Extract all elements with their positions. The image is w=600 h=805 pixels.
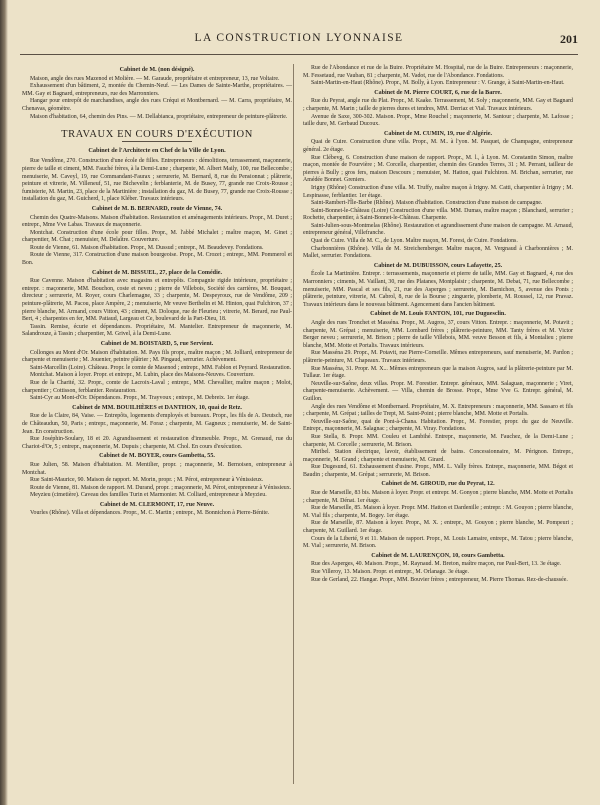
book-binding-shadow: [0, 0, 8, 805]
cabinet-heading: Cabinet de M. CUMIN, 19, rue d'Algérie.: [384, 130, 492, 137]
section-subtitle: Cabinet de l'Architecte en Chef de la Ville de Lyon.: [88, 146, 226, 154]
left-top-block: [22, 67, 292, 121]
entry-paragraph: Avenue de Saxe, 300-302. Maison. Propr., Mme Rouchel ; maçonnerie, M. Santour ; charpente, M. Lafosse ; taille dure, M. Gerbaud Ducoux.: [303, 113, 573, 128]
entry-paragraph: Montchat. Maison à loyer. Propr. et entrepr., M. Lubin, place des Maisons-Neuves. Couverture.: [30, 372, 255, 379]
running-header: [20, 32, 578, 55]
entry-paragraph: Rue de la Claire, 84, Vaise. — Entrepôts, logements d'employés et bureaux. Propr., les fils de A. Deutsch, rue de Châteaudun, 50, Paris ; entrepr., maçonnerie, M. Foraz ; charpente, M. Gagneux ; menuiserie, M. de Saint-Jean. En construction.: [22, 413, 292, 435]
entry-paragraph: Rue Julien, 58. Maison d'habitation. M. Mentilier, propr. ; maçonnerie, M. Bernoisen, entrepreneur à Montchat.: [22, 461, 292, 476]
column-divider: [293, 64, 294, 784]
section-title: TRAVAUX EN COURS D'EXÉCUTION: [61, 129, 253, 141]
cabinet-heading: Cabinet de MM. BOUILHÈRES et DANTHON, 10, quai de Retz.: [72, 404, 242, 411]
section-rule: [122, 141, 192, 142]
entry-paragraph: Montchat. Construction d'une école pour filles. Propr., M. l'abbé Michalet ; maître maçon, M. Ginet ; charpentier, M. Chat ; menuisier, M. Delaître. Couverture.: [22, 229, 292, 244]
entry-paragraph: École La Martinière. Entrepr. : terrassements, maçonnerie et pierre de taille, MM. Gay et Bagnard, 4, rue des Marronniers ; ciments, M. Vaillant, 30, rue des Platanes, Montplaisir ; charpente, M. Debat, 71, rue Bellecombe ; menuiserie, MM. Pascal et ses fils, 21, rue des Asperges ; serrurerie, M. Barnichon, 5, avenue des Ponts ; plâtrerie, peinture, vitrerie, M. Cabrol, 8, rue de la Bourse ; zinguerie, plomberie, M. Roussel, 12, rue Pravaz. Travaux intérieurs dans le nouveau bâtiment. Agencement dans l'ancien bâtiment.: [303, 271, 573, 308]
cabinet-heading: Cabinet de M. BOYER, cours Gambetta, 55.: [99, 453, 215, 460]
cabinet-heading: Cabinet de M. (non désigné).: [119, 67, 195, 73]
cabinet-heading: Cabinet de M. B. BERNARD, route de Vienne, 74.: [91, 205, 223, 212]
entry-paragraph: Rue Dugesund, 61. Exhaussement d'usine. Propr., MM. L. Vally frères. Entrepr., maçonnerie, MM. Bégot et Baudin ; charpente, M. Grépat ; serrurerie, M. Brison.: [303, 464, 573, 478]
journal-title: LA CONSTRUCTION LYONNAISE: [194, 32, 404, 44]
entry-paragraph: Route de Vienne, 81. Maison de rapport. M. Durand, propr. ; maçonnerie, M. Pérot, entrepreneur à Vénissieux.: [30, 484, 292, 491]
entry-paragraph: Rue de la Charité, 32. Propr., comte de Lacroix-Laval ; entrepr., MM. Chevallier, maître maçon ; Molot, charpentier ; Cottisson, ferblantier. Restauration.: [22, 379, 292, 394]
entry-paragraph: Maison d'habitation, 64, chemin des Pins. — M. Dellabianca, propriétaire, entrepreneur de peinture-plâtrerie.: [30, 113, 288, 120]
entry-paragraph: Rue de Gerland, 22. Hangar. Propr., MM. Bouvier frères ; entrepreneur, M. Pierre Thomas. Rez-de-chaussée.: [311, 576, 568, 583]
entry-paragraph: Saint-Julien-sous-Montmelas (Rhône). Restauration et agrandissement d'une maison de campagne. M. Arnaud, entrepreneur général, Villefranche.: [303, 222, 573, 237]
entry-paragraph: Saint-Bonnet-le-Château (Loire) Construction d'une villa. MM. Dumas, maître maçon ; Blanchard, serrurier ; Rochette, charpentier, à Saint-Bonnet-le-Château. Charpente.: [303, 207, 573, 222]
entry-paragraph: Tassin. Remise, écurie et dépendances. Propriétaire, M. Mantelier. Entrepreneur de maçonnerie, M. Salandrouze, à Tassin ; charpentier, M. Grivel, à la Demi-Lune.: [22, 323, 292, 338]
entry-paragraph: Rue des Asperges, 40. Maison. Propr., M. Raynaud. M. Breton, maître maçon, rue Paul-Bert, 13. 3e étage.: [311, 561, 562, 568]
left-main-block: [22, 158, 292, 518]
cabinet-heading: Cabinet de M. BOISTARD, 5, rue Servient.: [100, 341, 214, 347]
left-column: [22, 65, 292, 518]
entry-paragraph: Cours de la Liberté, 9 et 11. Maison de rapport. Propr., M. Louis Lamaire, entrepr., M. Tatou ; pierre blanche, M. Vial ; serrurerie, M. Brison.: [303, 535, 573, 550]
entry-paragraph: Exhaussement d'un bâtiment, 2, montée du Chemin-Neuf. — Les Dames de Sainte-Marthe, propriétaires. — MM. Gay et Bagnard, entrepreneurs, rue des Marronniers.: [22, 83, 292, 97]
entry-paragraph: Hangar pour entrepôt de marchandises, angle des rues Créqui et Montbernard. — M. Carra, propriétaire, M. Chenavas, géomètre.: [22, 98, 292, 112]
entry-paragraph: Quai de Cuire. Villa de M. C., de Lyon. Maître maçon, M. Forest, de Cuire. Fondations.: [311, 238, 518, 245]
entry-paragraph: Rue Masséna 29. Propr., M. Potavit, rue Pierre-Corneille. Mêmes entrepreneurs, sauf menuiserie, M. Pardon ; plâtrerie-peinture, M. Chapeaux. Travaux intérieurs.: [303, 350, 573, 364]
cabinet-heading: Cabinet de M. DUBUISSON, cours Lafayette, 25.: [373, 262, 503, 269]
right-main-block: [303, 65, 573, 584]
entry-paragraph: Collonges au Mont d'Or. Maison d'habitation. M. Pays fils propr., maître maçon ; M. Jolliard, entrepreneur de charpente et menuiserie ; M. Jouenier, peintre plâtrier ; M. Pingaud, serrurier. Achèvement.: [22, 349, 292, 364]
entry-paragraph: Rue Masséna, 31. Propr. M. X... Mêmes entrepreneurs que la maison Augros, sauf la plâtrerie-peinture par M. Tullaur. 1er étage.: [303, 365, 573, 380]
entry-paragraph: Charbonnières (Rhône). Villa de M. Streichemberger. Maître maçon, M. Vergnaud à Charbonnières ; M. Mallet, serrurier. Fondations.: [303, 245, 573, 260]
entry-paragraph: Rue Vendôme, 270. Construction d'une école de filles. Entrepreneurs : démolitions, terrassement, maçonnerie, pierre de taille et ciment, MM. Fauché frères, à la Demi-Lune ; charpente, M. Albert Maily, 100, rue Bellecombe ; menuiserie, M. Caveyl, 19, rue Commandant-Faurax ; serrurerie, M. Bernard, 8, rue du Pensionnat ; plâtrerie, peinture et vitrerie, M. Villeneuf, 51, rue Bichevelin ; ferblanterie, M. de Busey, 77, grande rue Croix-Rousse ; fumisterie, M. Martin, 23, place de la Martinière ; installation du gaz, M. de Busey, 77, grande rue Croix-Rousse ; installation du gaz, M. Guicherd, 1, place Kléber. Travaux intérieurs.: [22, 158, 292, 203]
entry-paragraph: Rue Villeroy, 13. Maison. Propr. et entrepr., M. Orlanage. 3e étage.: [311, 569, 469, 575]
cabinet-heading: Cabinet de M. Pierre COURT, 6, rue de la Barre.: [374, 89, 502, 96]
cabinet-heading: Cabinet de M. GIROUD, rue du Peyrat, 12.: [381, 481, 495, 488]
entry-paragraph: Rue Stella, 8. Propr. MM. Couleu et Lambihé. Entrepr., maçonnerie, M. Fauchez, de la Demi-Lune ; charpente, M. Corcelle ; serrurerie, M. Brison.: [303, 433, 573, 448]
cabinet-heading: Cabinet de M. LAURENÇON, 10, cours Gambetta.: [371, 552, 505, 559]
entry-paragraph: Rue de l'Abondance et rue de la Buire. Propriétaire M. Hospital, rue de la Buire. Entrepreneurs : maçonnerie, M. Fessetaud, rue Vauban, 81 ; charpente, M. Vadot, rue de l'Abondance. Fondations.: [303, 65, 573, 79]
page-number: 201: [560, 32, 578, 46]
entry-paragraph: Angle des rues Vendôme et Montbernard. Propriétaire, M. X. Entrepreneurs : maçonnerie, MM. Sassaro et fils ; charpente, M. Grépat ; tailles de Trept, M. Saint-Point ; pierre blanche, MM. Motte et Portalis.: [303, 403, 573, 418]
entry-paragraph: Maison, angle des rues Mazenod et Molière. — M. Garaude, propriétaire et entrepreneur, 13, rue Voltaire.: [30, 75, 280, 82]
right-column: [303, 65, 573, 584]
entry-paragraph: Neuville-sur-Saône, quai de Pont-à-Chana. Habitation. Propr., M. Forestier, propr. du gaz de Neuville. Entrepr., maçonnerie, M. Salagnac ; charpente, M. Viray. Fondations.: [303, 418, 573, 433]
entry-paragraph: Saint-Martin-en-Haut (Rhône). Propr., M. Bolly, à Lyon. Entrepreneur : V. Grange, à Saint-Martin-en-Haut.: [311, 80, 565, 87]
entry-paragraph: Rue du Peyrat, angle rue du Plat. Propr., M. Kaake. Terrassement, M. Soly ; maçonnerie, MM. Gay et Bagnard ; charpente, M. Marin ; taille de pierres dures et tendres, MM. Derriaz et Vial. Travaux intérieurs.: [303, 98, 573, 112]
entry-paragraph: Rue Clébevg, 6. Construction d'une maison de rapport. Propr., M. l., à Lyon. M. Constantin Simon, maître maçon, montée de Fourvière ; M. Corcelle, charpentier, chemin des Grandes Terres, 31 ; M. Perrant, tailleur de pierres à Bully ; gros fers, maison Descours ; menuisier, M. Hatton, quai Fulchiron. M. Brichan, serrurier, rue Amédée Bonnet. Greniers.: [303, 154, 573, 184]
entry-paragraph: Vourles (Rhône). Villa et dépendances. Propr., M. C. Martin ; entrepr., M. Bonnichon à Pierre-Bénite.: [30, 510, 270, 517]
entry-paragraph: Rue de Marseille, 83 bis. Maison à loyer. Propr. et entrepr. M. Gonyon ; pierre blanche, MM. Motte et Portalis ; charpente, M. Dénat. 1er étage.: [303, 490, 573, 504]
cabinet-heading: Cabinet de M. Louis FANTON, 101, rue Duguesclin.: [370, 311, 506, 318]
entry-paragraph: Rue Joséphin-Soulary, 18 et 20. Agrandissement et restauration d'immeuble. Propr., M. Grenaud, rue du Chariot-d'Or, 5 ; entrepr., maçonnerie, M. Dupuis ; charpente, M. Chol. En cours d'exécution.: [22, 436, 292, 450]
cabinet-heading: Cabinet de M. BISSUEL, 27, place de la Comédie.: [91, 269, 222, 276]
cabinet-heading: Cabinet de M. CLERMONT, 17, rue Neuve.: [99, 501, 215, 508]
entry-paragraph: Rue Cavenne. Maison d'habitation avec magasins et entrepôts. Compagnie rigide intérieure, propriétaire ; entrepr. : maçonnerie, MM. Bouchon, coste et neveu ; pierre de Villebois, Société des carrières, M. Bouquet, directeur ; serrurerie, M. Royer, cours Charlemagne, 33 ; charpente, M. Despeyroux, rue de Vendôme, 209 ; peinture-plâtrerie, M. Pacou, place Ampère, 2 ; menuiserie, Mr veuve Berthelin et M. Hinton, quai Fulchiron, 37 ; pierre blanche, M. Armand, cours Vitton, 43 ; ciment, M. Doloque, rue de Fleurieu ; vitrerie, M. Berard, rue Paul-Bert, 4 ; charpentes en fer, MM. Patiaud, Largeau et Ce, boulevard de la Part-Dieu, 18.: [22, 278, 292, 323]
entry-paragraph: Meyzieu (cimetière). Caveau des familles Turin et Marmonier. M. Colliard, entrepreneur à Meyzieu.: [30, 492, 267, 499]
entry-paragraph: Rue de Marseille, 85. Maison à loyer. Propr. MM. Hatton et Dardenille ; entrepr. : M. Gouyon ; pierre blanche, M. Vial fils ; charpente, M. Bogey. 1er étage.: [303, 505, 573, 519]
entry-paragraph: Rue de Marseille, 87. Maison à loyer. Propr., M. X. ; entrepr., M. Gouyon ; pierre blanche, M. Pompeuri ; charpente, M. Guillard. 1er étage.: [303, 520, 573, 535]
entry-paragraph: Quai de Cuire. Construction d'une villa. Propr., M. M.. à l'yon. M. Pasquet, de Champagne, entrepreneur général. 2e étage.: [303, 139, 573, 153]
entry-paragraph: Saint-Marcellin (Loire). Château. Propr. le comte de Masenod ; entrepr., MM. Fablon et Peyrard. Restauration.: [30, 364, 292, 371]
entry-paragraph: Chemin des Quatre-Maisons. Maison d'habitation. Restauration et aménagements intérieurs. Propr., M. Duret ; entrepr., Mme Vve Labas. Travaux de maçonnerie.: [22, 214, 292, 229]
entry-paragraph: Neuville-sur-Saône, deux villas. Propr. M. Forestier. Entrepr. généraux, MM. Salaguan, maçonnerie ; Viret, charpente-menuiserie. Achèvement. — Villa, chemin de Brosse. Propr., Mme Vve G. Entrepr. général, M. Guillon.: [303, 380, 573, 402]
entry-paragraph: Miribel. Station électrique, lavoir, établissement de bains. Concessionnaire, M. Pérignon. Entrepr., maçonnerie, M. Grand ; charpente et menuiserie, M. Girard.: [303, 449, 573, 463]
entry-paragraph: Saint-Rambert-l'Île-Barbe (Rhône). Maison d'habitation. Construction d'une maison de campagne.: [311, 200, 543, 207]
entry-paragraph: Irigny (Rhône) Construction d'une villa. M. Truffy, maître maçon à Irigny. M. Catti, charpentier à Irigny ; M. Lespinasse, ferblantier. 1er étage.: [303, 184, 573, 199]
entry-paragraph: Angle des rues Tronchet et Masséna. Propr., M. Augros, 37, cours Vitton. Entrepr. : maçonnerie, M. Potavit ; charpente, M. Grépat ; menuiserie, MM. Lombard frères ; plâtrerie-peinture, MM. Tanty frères et M. Victor Berger neveu ; serrurerie, M. Brison ; pierre de taille Villebois, MM. veuve Besson et fils, à Montalieu ; pierre blanche, MM. Motte et Portalis. Travaux intérieurs.: [303, 320, 573, 349]
entry-paragraph: Route de Vienne, 317. Construction d'une maison bourgeoise. Propr., M. Crozet ; entrepr., MM. Pommerol et Bon.: [22, 252, 292, 267]
entry-paragraph: Rue Saint-Maurice, 90. Maison de rapport. M. Morin, propr. ; M. Pérot, entrepreneur à Vénissieux.: [30, 477, 264, 484]
entry-paragraph: Route de Vienne, 61. Maison d'habitation. Propr., M. Dussud ; entrepr., M. Beaudevey. Fondations.: [30, 244, 264, 251]
entry-paragraph: Saint-Cyr au Mont-d'Or. Dépendances. Propr., M. Trayvoux ; entrepr., M. Debreix. 1er étage.: [30, 395, 250, 402]
